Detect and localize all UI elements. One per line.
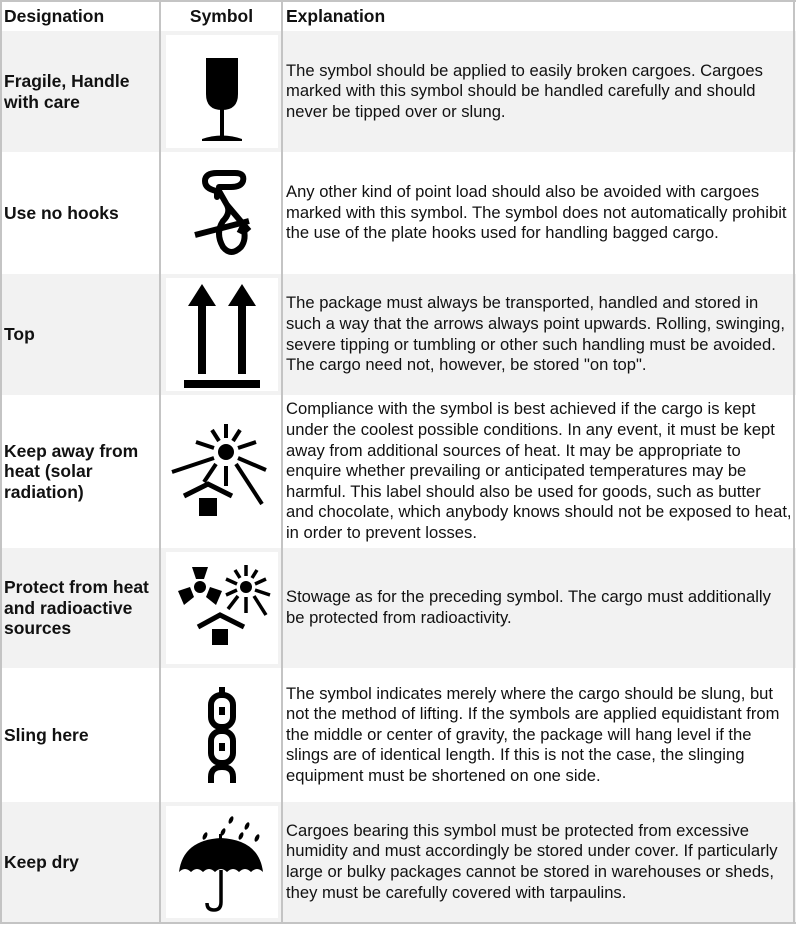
designation-cell: Fragile, Handle with care xyxy=(4,71,130,112)
table-row xyxy=(0,274,796,395)
header-symbol: Symbol xyxy=(189,6,254,26)
explanation-cell: The symbol should be applied to easily broken cargoes. Cargoes marked with this symbol should be handled carefully and should never be tipped over or slung. xyxy=(286,60,763,121)
column-divider xyxy=(281,0,283,924)
symbol-cell xyxy=(162,548,281,668)
explanation-cell: The symbol indicates merely where the cargo should be slung, but not the method of lifting. If the symbols are applied equidistant from the middle or center of gravity, the package will hang level if the slings are of identical length. If this is not the case, the slinging equipment must be shortened on one side. xyxy=(286,683,780,785)
explanation-cell: Compliance with the symbol is best achieved if the cargo is kept under the coolest possible conditions. In any event, it must be kept away from additional sources of heat. It may be appropriate to enquire whether prevailing or anticipated temperatures may be harmful. This label should also be used for goods, such as butter and chocolate, which anybody knows should not be exposed to heat, in order to prevent losses. xyxy=(286,399,792,542)
explanation-cell: The package must always be transported, handled and stored in such a way that the arrows always point upwards. Rolling, swinging, severe tipping or tumbling or other such handling must be avoided. The cargo need not, however, be stored "on top". xyxy=(286,293,785,375)
designation-cell: Sling here xyxy=(4,724,89,745)
table-row xyxy=(0,668,796,802)
table-row xyxy=(0,395,796,548)
this-way-up-arrows-icon xyxy=(166,278,278,391)
symbol-cell xyxy=(162,668,281,802)
designation-cell: Top xyxy=(4,324,35,345)
header-designation: Designation xyxy=(4,6,105,26)
header-explanation: Explanation xyxy=(286,6,386,26)
designation-cell: Keep dry xyxy=(4,851,79,872)
explanation-cell: Any other kind of point load should also be avoided with cargoes marked with this symbol. The symbol does not automatically prohibit the use of the plate hooks used for handling bagged cargo. xyxy=(286,182,787,243)
no-hooks-icon xyxy=(166,156,278,270)
table-row xyxy=(0,152,796,274)
symbol-cell xyxy=(162,274,281,395)
explanation-cell: Stowage as for the preceding symbol. The cargo must additionally be protected from radioactivity. xyxy=(286,587,771,627)
table-border-right xyxy=(793,0,795,924)
fragile-glass-icon xyxy=(166,35,278,148)
table-header-row xyxy=(0,0,796,31)
table-border-left xyxy=(0,0,2,924)
table-border-bottom xyxy=(0,922,796,924)
sling-here-chain-icon xyxy=(166,672,278,798)
designation-cell: Keep away from heat (solar radiation) xyxy=(4,440,139,502)
protect-from-heat-and-radiation-icon xyxy=(166,552,278,664)
table-row xyxy=(0,548,796,668)
symbol-cell xyxy=(162,31,281,152)
explanation-cell: Cargoes bearing this symbol must be protected from excessive humidity and must accordingly be stored under cover. If particularly large or bulky packages cannot be stored in warehouses or sheds, they must be carefully covered with tarpaulins. xyxy=(286,820,778,902)
symbol-cell xyxy=(162,802,281,922)
table-row xyxy=(0,31,796,152)
column-divider xyxy=(159,0,161,924)
keep-away-from-heat-icon xyxy=(166,399,278,544)
symbol-cell xyxy=(162,152,281,274)
table-border-top xyxy=(0,0,796,2)
designation-cell: Use no hooks xyxy=(4,202,119,223)
symbol-cell xyxy=(162,395,281,548)
table-row xyxy=(0,802,796,922)
designation-cell: Protect from heat and radioactive sources xyxy=(4,577,149,639)
keep-dry-umbrella-icon xyxy=(166,806,278,918)
